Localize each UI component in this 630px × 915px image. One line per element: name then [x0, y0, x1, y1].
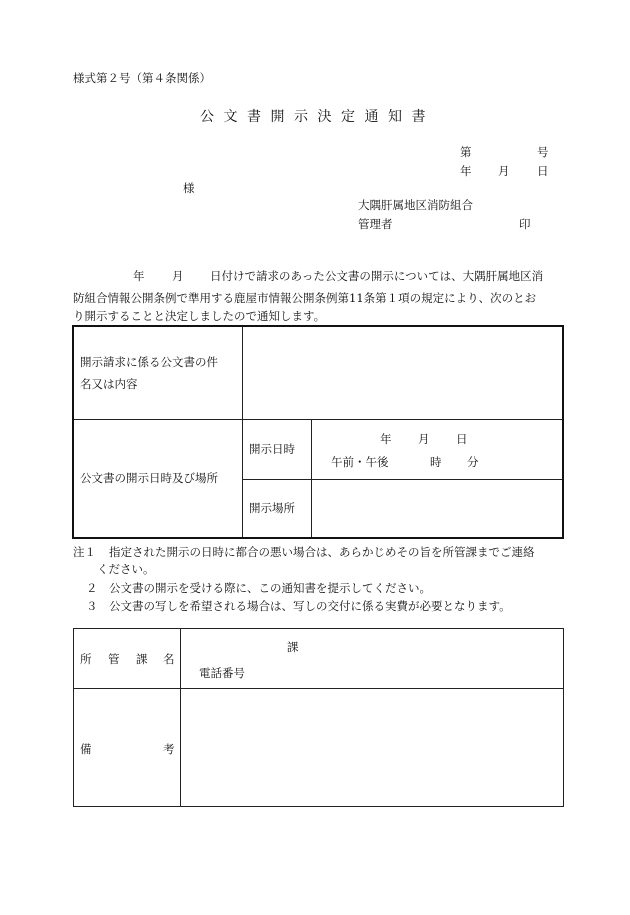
dept-char-4: 名 [163, 652, 175, 666]
note-2-text: 公文書の開示を受ける際に、この通知書を提示してください。 [109, 581, 431, 595]
disclosure-table [72, 325, 564, 539]
remarks-label [74, 689, 181, 807]
dt-year: 年 [380, 431, 392, 446]
body-line-1: 日付けで請求のあった公文書の開示については、大隅肝属地区消 [210, 269, 544, 283]
department-label [74, 629, 181, 689]
dt-minute: 分 [467, 454, 479, 469]
note-1-line1: 指定された開示の日時に都合の悪い場合は、あらかじめその旨を所管課までご連絡 [109, 545, 535, 559]
datetime-value[interactable] [312, 419, 564, 479]
place-value[interactable] [312, 479, 564, 538]
body-date-year: 年 [133, 269, 145, 283]
dept-char-1: 所 [80, 652, 92, 666]
department-value[interactable] [181, 629, 564, 689]
note-2-number: ２ [86, 581, 98, 595]
ka-label: 課 [287, 640, 299, 654]
issue-year-label: 年 [460, 164, 472, 178]
dept-char-2: 管 [108, 652, 120, 666]
note-3-number: ３ [86, 599, 98, 613]
document-name-label-line2: 名又は内容 [80, 376, 138, 391]
number-go: 号 [537, 145, 549, 159]
issue-month-label: 月 [498, 164, 510, 178]
body-line-2: 防組合情報公開条例で準用する鹿屋市情報公開条例第11条第１項の規定により、次のとお [73, 291, 537, 305]
body-line-3: り開示することと決定しましたので通知します。 [73, 309, 326, 323]
issuer-title: 管理者 [358, 217, 393, 231]
remarks-char-2: 考 [163, 742, 175, 756]
department-table [73, 628, 564, 807]
document-title: 公文書開示決定通知書 [200, 109, 435, 125]
dt-hour: 時 [430, 454, 442, 469]
issuer-organization: 大隅肝属地区消防組合 [358, 198, 473, 212]
dt-month: 月 [418, 431, 430, 446]
remarks-char-1: 備 [80, 742, 92, 756]
body-date-month: 月 [172, 269, 184, 283]
document-name-label-cell [73, 326, 243, 419]
dept-char-3: 課 [136, 652, 148, 666]
issue-day-label: 日 [537, 164, 549, 178]
note-1-number: 注１ [73, 545, 96, 559]
phone-label: 電話番号 [199, 666, 245, 680]
dt-ampm: 午前・午後 [331, 454, 389, 469]
form-number: 様式第２号（第４条関係） [73, 71, 211, 85]
seal-mark: 印 [519, 217, 531, 231]
note-3-text: 公文書の写しを希望される場合は、写しの交付に係る実費が必要となります。 [109, 599, 511, 613]
dt-day: 日 [456, 431, 468, 446]
remarks-value[interactable] [181, 689, 564, 807]
recipient-sama: 様 [183, 181, 195, 195]
document-name-value[interactable] [243, 326, 564, 419]
datetime-label: 開示日時 [243, 419, 312, 479]
datetime-place-label: 公文書の開示日時及び場所 [73, 419, 243, 538]
number-dai: 第 [460, 145, 472, 159]
note-1-line2: ください。 [97, 562, 155, 576]
document-name-label-line1: 開示請求に係る公文書の件 [80, 354, 218, 369]
place-label: 開示場所 [243, 479, 312, 538]
